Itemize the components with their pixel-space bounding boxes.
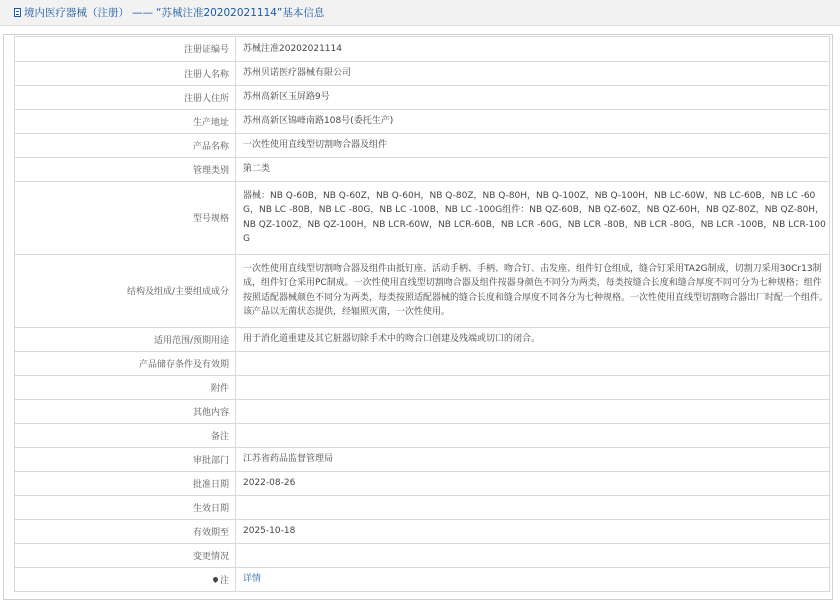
title-separator: —— — [132, 6, 153, 19]
field-label: 适用范围/预期用途 — [15, 327, 236, 351]
document-icon — [14, 8, 21, 17]
pin-icon — [212, 575, 219, 582]
field-value: 一次性使用直线型切割吻合器及组件 — [236, 133, 830, 157]
field-label: 批准日期 — [15, 471, 236, 495]
field-label: 生效日期 — [15, 495, 236, 519]
field-label: 生产地址 — [15, 109, 236, 133]
field-label: 型号规格 — [15, 181, 236, 254]
field-value — [236, 375, 830, 399]
table-row — [15, 567, 830, 591]
field-value: 用于消化道重建及其它脏器切除手术中的吻合口创建及残端或切口的闭合。 — [236, 327, 830, 351]
field-value: 苏械注准20202021114 — [236, 37, 830, 62]
table-row — [15, 133, 830, 157]
field-label: 有效期至 — [15, 519, 236, 543]
field-value — [236, 423, 830, 447]
field-label: 其他内容 — [15, 399, 236, 423]
note-label-cell — [15, 567, 236, 591]
field-label: 产品储存条件及有效期 — [15, 351, 236, 375]
table-row — [15, 254, 830, 327]
table-row — [15, 543, 830, 567]
details-link[interactable]: 详情 — [243, 573, 262, 584]
field-value — [236, 399, 830, 423]
detail-panel — [3, 34, 833, 600]
field-label: 管理类别 — [15, 157, 236, 181]
table-row — [15, 351, 830, 375]
section-title: 境内医疗器械（注册） — [24, 7, 129, 19]
field-label: 结构及组成/主要组成成分 — [15, 254, 236, 327]
table-row — [15, 519, 830, 543]
field-value: 苏州高新区锦峰南路108号(委托生产) — [236, 109, 830, 133]
field-label: 审批部门 — [15, 447, 236, 471]
table-row — [15, 181, 830, 254]
field-value: 2025-10-18 — [236, 519, 830, 543]
field-label: 注册人住所 — [15, 85, 236, 109]
table-row — [15, 157, 830, 181]
page-header — [0, 0, 840, 26]
table-row — [15, 85, 830, 109]
table-row — [15, 399, 830, 423]
field-value: 器械：NB Q-60B，NB Q-60Z，NB Q-60H，NB Q-80Z，NB Q-80H，NB Q-100Z，NB Q-100H，NB LC-60W，NB LC-60B，NB LC -60G，NB LC -80B，NB LC -80G，NB LC -100B，NB LC -100G组件：NB QZ-60B，NB QZ-60Z，NB QZ-60H，NB QZ-80Z，NB QZ-80H，NB QZ-100Z，NB QZ-100H，NB LCR-60W，NB LCR-60B，NB LCR -60G，NB LCR -80B，NB LCR -80G，NB LCR -100B，NB LCR-100G — [236, 181, 830, 254]
note-label: 注 — [219, 575, 229, 586]
field-label: 附件 — [15, 375, 236, 399]
field-value — [236, 351, 830, 375]
field-label: 备注 — [15, 423, 236, 447]
field-value: 江苏省药品监督管理局 — [236, 447, 830, 471]
table-row — [15, 327, 830, 351]
table-row — [15, 37, 830, 62]
field-label: 产品名称 — [15, 133, 236, 157]
table-row — [15, 447, 830, 471]
table-row — [15, 495, 830, 519]
field-value — [236, 495, 830, 519]
table-row — [15, 375, 830, 399]
field-value: 苏州高新区玉屏路9号 — [236, 85, 830, 109]
table-row — [15, 471, 830, 495]
field-value — [236, 543, 830, 567]
table-row — [15, 423, 830, 447]
field-label: 变更情况 — [15, 543, 236, 567]
table-row — [15, 109, 830, 133]
field-label: 注册证编号 — [15, 37, 236, 62]
record-title: “苏械注准20202021114”基本信息 — [156, 7, 325, 19]
table-row — [15, 61, 830, 85]
field-value: 2022-08-26 — [236, 471, 830, 495]
field-value: 苏州贝诺医疗器械有限公司 — [236, 61, 830, 85]
detail-table — [14, 36, 830, 592]
field-value: 第二类 — [236, 157, 830, 181]
field-label: 注册人名称 — [15, 61, 236, 85]
note-value — [236, 567, 830, 591]
field-value: 一次性使用直线型切割吻合器及组件由抵钉座、活动手柄、手柄、吻合钉、击发座、组件钉仓组成，缝合钉采用TA2G制成，切割刀采用30Cr13制成，组件钉仓采用PC制成。一次性使用直线型切割吻合器及组件按器身颜色不同分为两类，每类按缝合长度和缝合厚度不同可分为七种规格；组件按照适配器械颜色不同分为两类，每类按照适配器械的缝合长度和缝合厚度不同各分为七种规格。一次性使用直线型切割吻合器出厂时配一个组件。该产品以无菌状态提供，经辐照灭菌，一次性使用。 — [236, 254, 830, 327]
